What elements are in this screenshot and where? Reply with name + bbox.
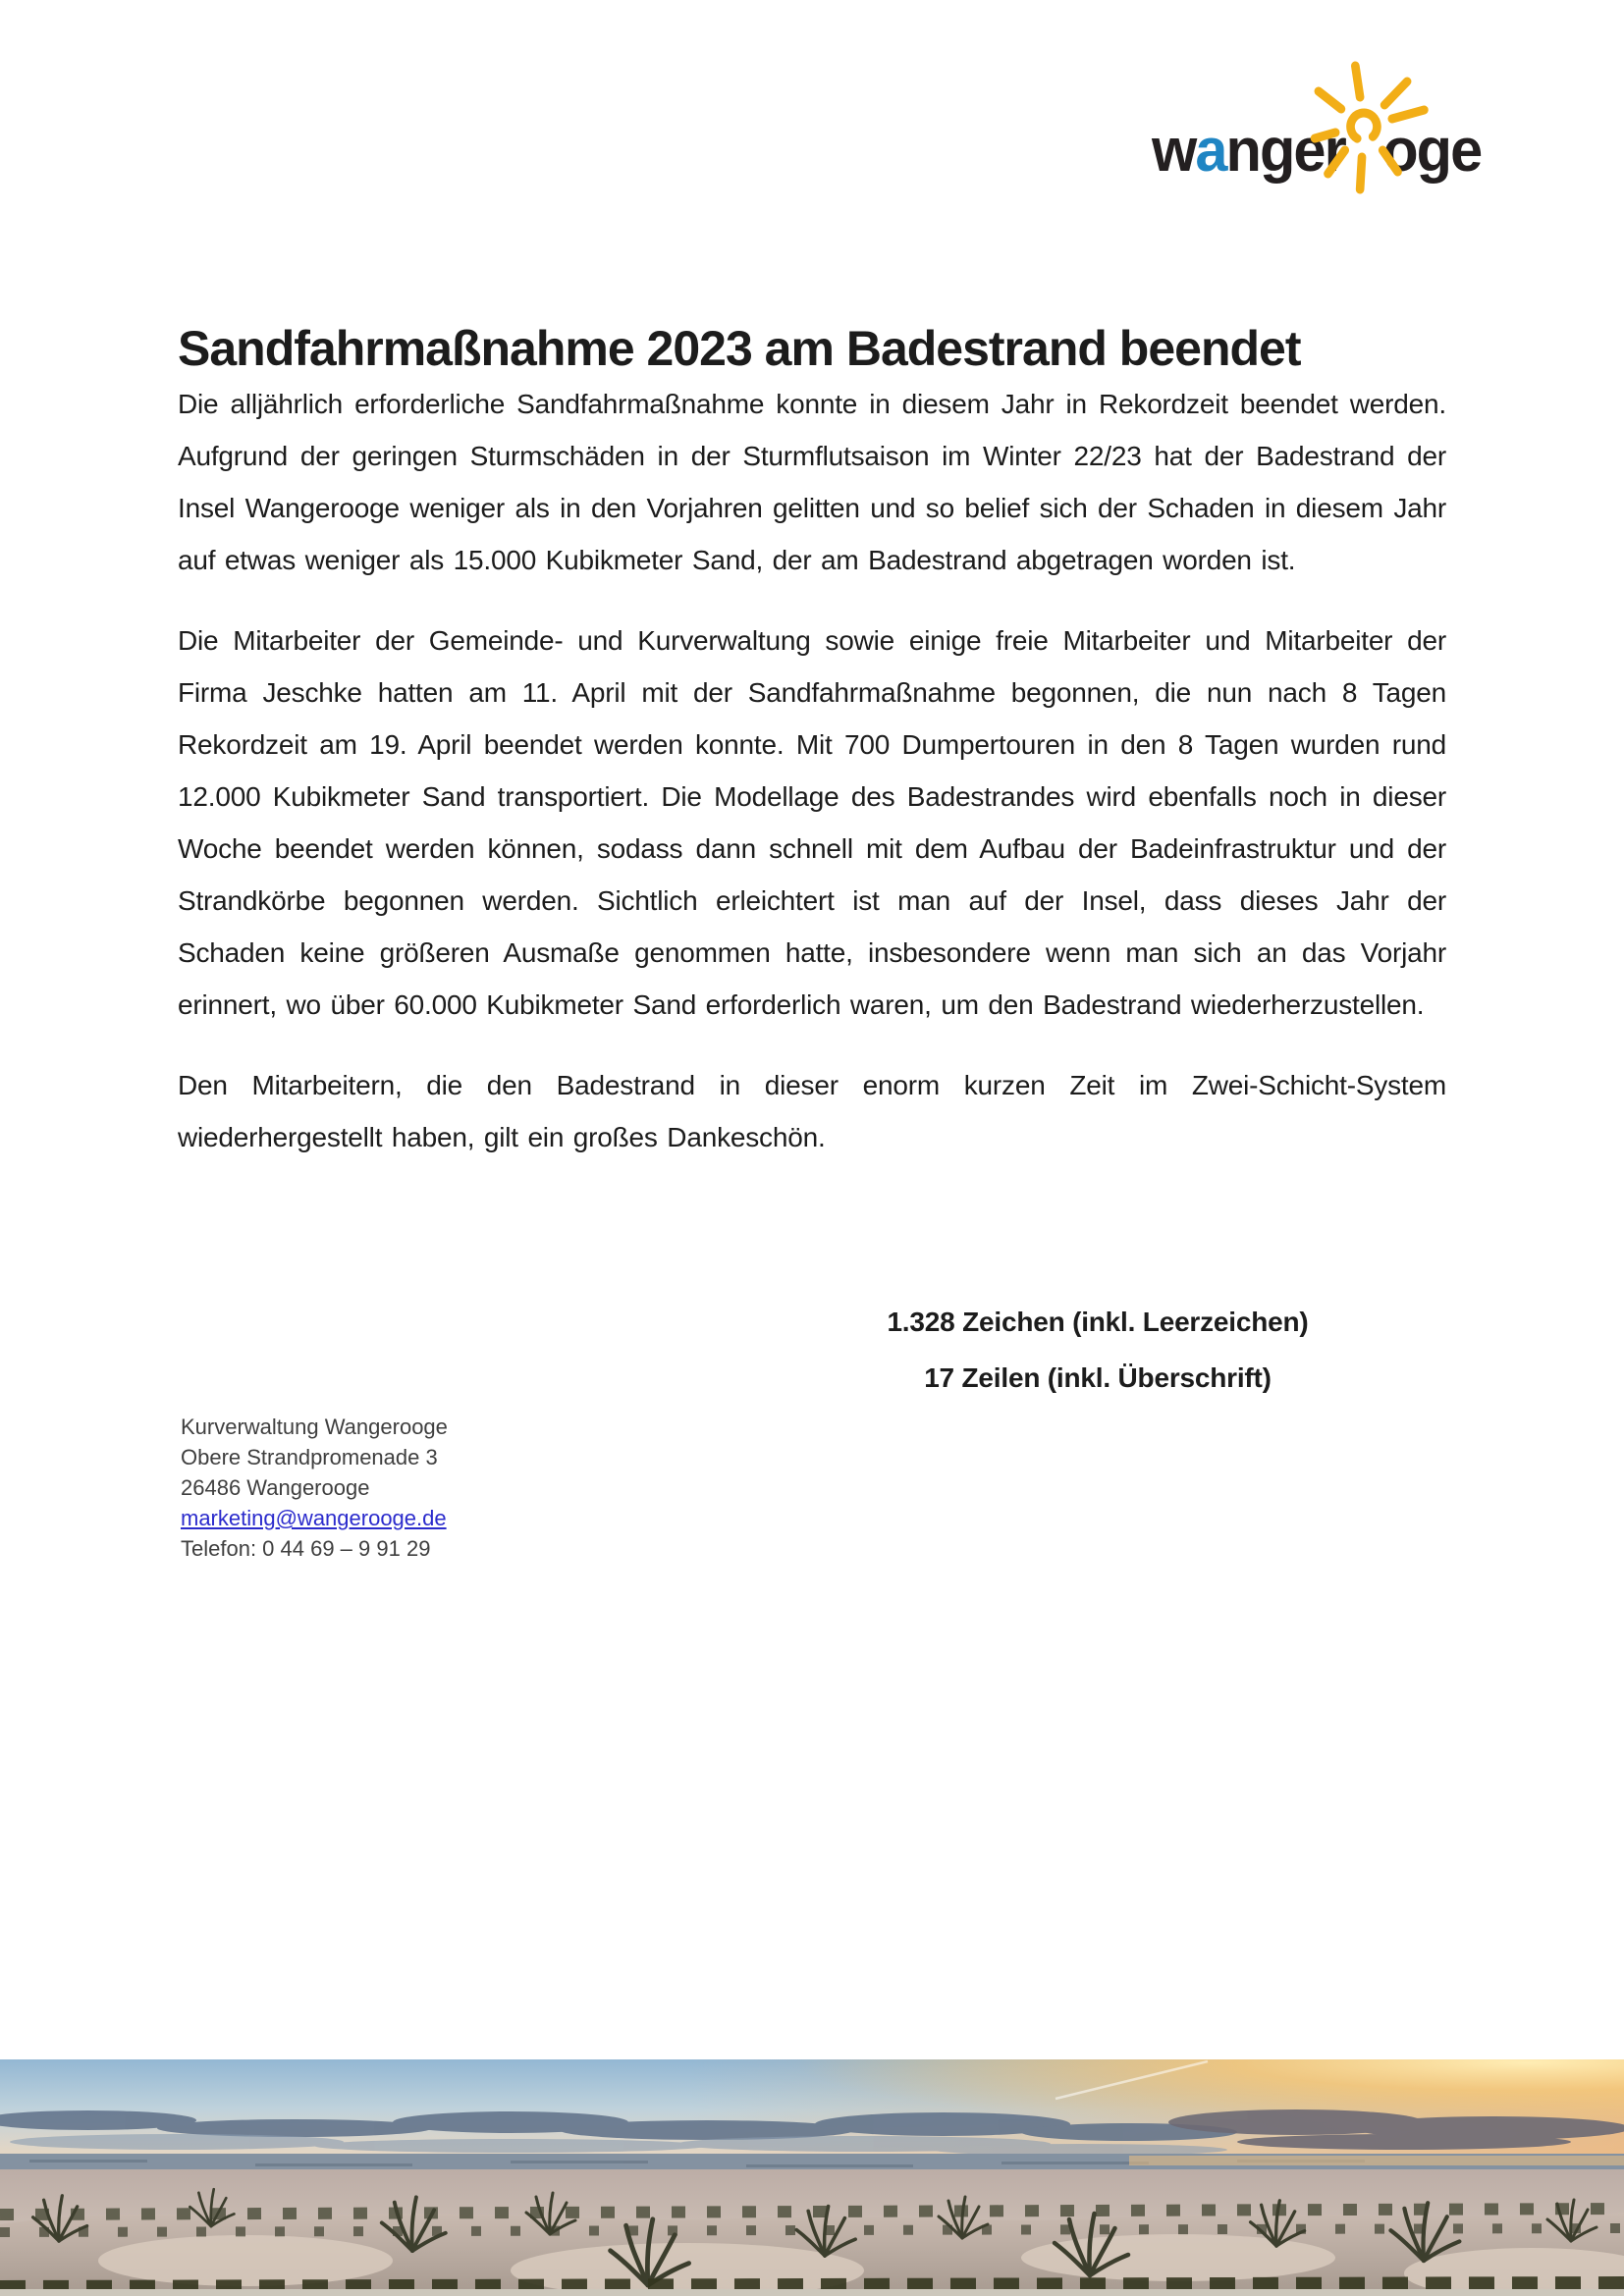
contact-street: Obere Strandpromenade 3 (181, 1445, 438, 1469)
character-count-block (823, 1294, 1373, 1406)
paragraph-2: Die Mitarbeiter der Gemeinde- und Kurverwaltung sowie einige freie Mitarbeiter und Mitarbeiter der Firma Jeschke hatten am 11. April mit der Sandfahrmaßnahme begonnen, die nun nach 8 Tagen Rekordzeit am 19. April beendet werden konnte. Mit 700 Dumpertouren in den 8 Tagen wurden rund 12.000 Kubikmeter Sand transportiert. Die Modellage des Badestrandes wird ebenfalls noch in dieser Woche beendet werden können, sodass dann schnell mit dem Aufbau der Badeinfrastruktur und der Strandkörbe begonnen werden. Sichtlich erleichtert ist man auf der Insel, dass dieses Jahr der Schaden keine größeren Ausmaße genommen hatte, insbesondere wenn man sich an das Vorjahr erinnert, wo über 60.000 Kubikmeter Sand erforderlich waren, um den Badestrand wiederherzustellen. (178, 625, 1446, 1020)
paragraph-3: Den Mitarbeitern, die den Badestrand in dieser enorm kurzen Zeit im Zwei-Schicht-System wiederhergestellt haben, gilt ein großes Dankeschön. (178, 1070, 1446, 1152)
logo-text-start: w (1151, 117, 1196, 185)
body-text (178, 378, 1446, 1192)
contact-name: Kurverwaltung Wangerooge (181, 1415, 448, 1439)
contact-city: 26486 Wangerooge (181, 1475, 370, 1500)
contact-email-link[interactable]: marketing@wangerooge.de (181, 1506, 447, 1530)
logo-blue-a: a (1195, 117, 1226, 185)
line-count: 17 Zeilen (inkl. Überschrift) (924, 1362, 1272, 1393)
contact-phone: Telefon: 0 44 69 – 9 91 29 (181, 1536, 431, 1561)
contact-block (181, 1412, 448, 1564)
character-count: 1.328 Zeichen (inkl. Leerzeichen) (887, 1307, 1309, 1337)
wangerooge-logo (1152, 116, 1481, 186)
logo-text-mid: nger (1225, 117, 1345, 185)
paragraph-1: Die alljährlich erforderliche Sandfahrmaßnahme konnte in diesem Jahr in Rekordzeit beendet werden. Aufgrund der geringen Sturmschäden in der Sturmflutsaison im Winter 22/23 hat der Badestrand der Insel Wangerooge weniger als in den Vorjahren gelitten und so belief sich der Schaden in diesem Jahr auf etwas weniger als 15.000 Kubikmeter Sand, der am Badestrand abgetragen worden ist. (178, 389, 1446, 575)
logo-text-end: oge (1381, 117, 1481, 185)
beach-panorama-photo (0, 2059, 1624, 2296)
page-title: Sandfahrmaßnahme 2023 am Badestrand beendet (178, 320, 1301, 376)
sun-icon (1345, 161, 1382, 171)
